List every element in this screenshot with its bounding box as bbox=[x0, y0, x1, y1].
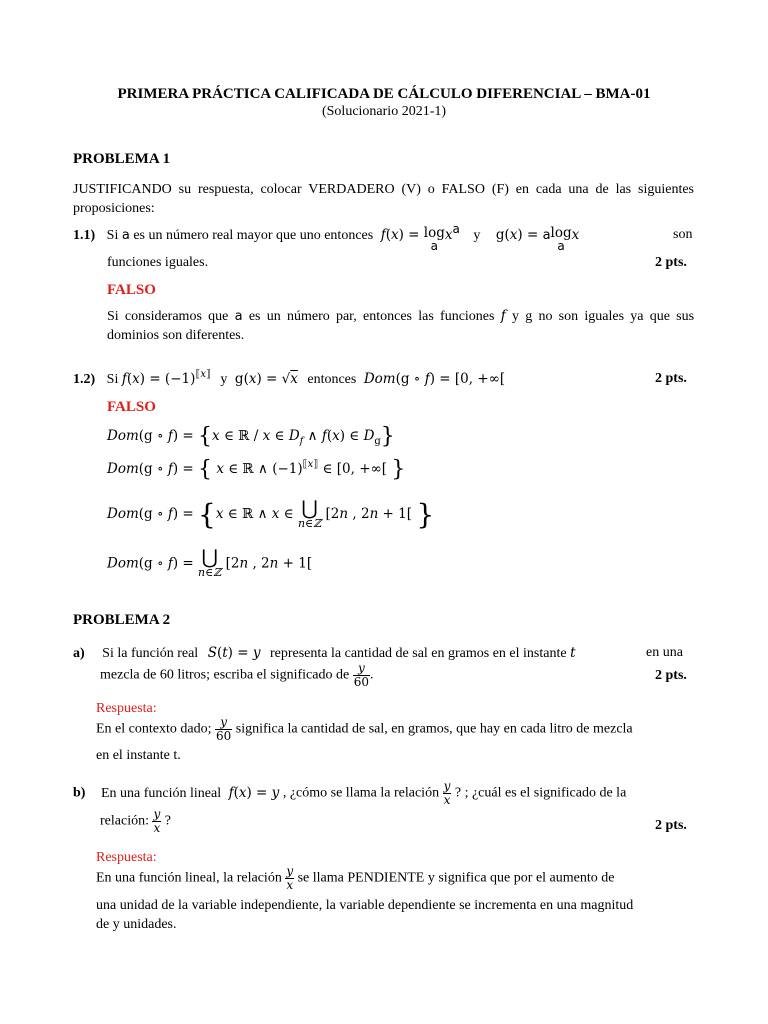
question-text: y bbox=[220, 372, 228, 387]
math-step-3: Dom(g ∘ f) = {x ∈ ℝ ∧ x ∈ ⋃ n∈ℤ [2n , 2n + 1[ } bbox=[107, 495, 435, 531]
question-a-line2: mezcla de 60 litros; escriba el significado de $\frac{y}{60}$ . bbox=[100, 661, 374, 689]
points-label: 2 pts. bbox=[655, 371, 687, 386]
answer-text: en el instante t. bbox=[96, 748, 181, 763]
answer-text: una unidad de la variable independiente, la variable dependiente se incrementa en una magnitud bbox=[96, 898, 634, 913]
points-label: 2 pts. bbox=[655, 818, 687, 833]
question-1-1 bbox=[73, 222, 580, 253]
answer-explanation: Si consideramos que a es un número par, entonces las funciones f y g no son iguales ya que sus dominios son diferentes. bbox=[107, 308, 695, 343]
question-label: a) bbox=[73, 646, 85, 661]
math-a: a bbox=[121, 228, 130, 243]
answer-falso: FALSO bbox=[107, 399, 156, 415]
fraction-y-over-x: $\frac{y}{x}$ bbox=[286, 864, 294, 892]
question-text: son bbox=[673, 227, 693, 242]
problema-1-instructions: JUSTIFICANDO su respuesta, colocar VERDADERO (V) o FALSO (F) en cada una de las siguientes proposiciones: bbox=[73, 182, 694, 216]
question-text: mezcla de 60 litros; escriba el significado de bbox=[100, 667, 350, 683]
answer-b-line1 bbox=[96, 865, 614, 892]
question-text: ? ; ¿cuál es el significado de la bbox=[454, 785, 627, 801]
question-text: Si bbox=[106, 228, 119, 243]
fraction-y-over-x: $\frac{y}{x}$ bbox=[443, 779, 451, 807]
respuesta-label: Respuesta: bbox=[96, 701, 157, 716]
answer-text: de y unidades. bbox=[96, 917, 177, 932]
document-subtitle: (Solucionario 2021-1) bbox=[321, 104, 447, 119]
respuesta-label: Respuesta: bbox=[96, 850, 157, 865]
question-1-2 bbox=[73, 371, 505, 388]
math-step-1: Dom(g ∘ f) = {x ∈ ℝ / x ∈ $D_f$ ∧ f(x) ∈ $D_g$} bbox=[107, 424, 395, 449]
document-title: PRIMERA PRÁCTICA CALIFICADA DE CÁLCULO DIFERENCIAL – BMA-01 bbox=[117, 86, 651, 102]
problema-2-heading: PROBLEMA 2 bbox=[73, 612, 171, 628]
math-step-4: Dom(g ∘ f) = ⋃ n∈ℤ [2n , 2n + 1[ bbox=[107, 545, 313, 579]
fraction-y-over-60: $\frac{y}{60}$ bbox=[215, 715, 232, 743]
question-text: ? bbox=[164, 813, 171, 829]
answer-text: En una función lineal, la relación bbox=[96, 870, 282, 886]
question-number: 1.1) bbox=[73, 228, 96, 243]
question-text: entonces bbox=[307, 372, 357, 387]
math-g-sqrt: g(x) = √x bbox=[234, 371, 298, 387]
fraction-y-over-60: $\frac{y}{60}$ bbox=[353, 661, 369, 689]
question-text: representa la cantidad de sal en gramos en el instante bbox=[269, 646, 567, 661]
question-b-line2 bbox=[100, 808, 171, 835]
math-f-equals-log: f(x) = log a xa bbox=[380, 222, 460, 253]
answer-text: se llama PENDIENTE y significa que por el aumento de bbox=[297, 870, 615, 886]
answer-a-line1 bbox=[96, 716, 633, 743]
answer-text: significa la cantidad de sal, en gramos, que hay en cada litro de mezcla bbox=[235, 721, 633, 737]
question-label: b) bbox=[73, 785, 86, 801]
question-number: 1.2) bbox=[73, 372, 96, 387]
question-a: a) Si la función real S(t) = y representa la cantidad de sal en gramos en el instante t bbox=[73, 645, 576, 661]
problema-1-heading: PROBLEMA 1 bbox=[73, 151, 171, 167]
math-f-equals-y: f(x) = y bbox=[228, 784, 280, 801]
math-S-equals-y: S(t) = y bbox=[207, 645, 261, 661]
question-text: Si bbox=[106, 372, 119, 387]
answer-text: En el contexto dado; bbox=[96, 721, 212, 737]
question-text: Si la función real bbox=[102, 646, 199, 661]
fraction-y-over-x: $\frac{y}{x}$ bbox=[153, 807, 161, 835]
math-dom-claim: Dom(g ∘ f) = [0, +∞[ bbox=[363, 371, 506, 387]
answer-falso: FALSO bbox=[107, 282, 156, 298]
points-label: 2 pts. bbox=[655, 255, 687, 270]
question-text: En una función lineal bbox=[100, 785, 222, 801]
points-label: 2 pts. bbox=[655, 668, 687, 683]
math-f-definition: $f(x) = (-1)^{⟦x⟧}$ bbox=[121, 369, 211, 387]
question-text: relación: bbox=[100, 813, 149, 829]
question-text: es un número real mayor que uno entonces bbox=[133, 228, 374, 243]
question-text: y bbox=[473, 228, 481, 243]
question-text: , ¿cómo se llama la relación bbox=[282, 785, 440, 801]
question-b bbox=[73, 780, 626, 807]
math-step-2: Dom(g ∘ f) = { x ∈ ℝ ∧ $(-1)^{⟦x⟧}$ ∈ [0, +∞[ } bbox=[107, 457, 406, 482]
question-text: en una bbox=[646, 645, 683, 660]
question-text: funciones iguales. bbox=[107, 255, 209, 270]
math-g-equals-alog: g(x) = alog a x bbox=[495, 225, 580, 253]
